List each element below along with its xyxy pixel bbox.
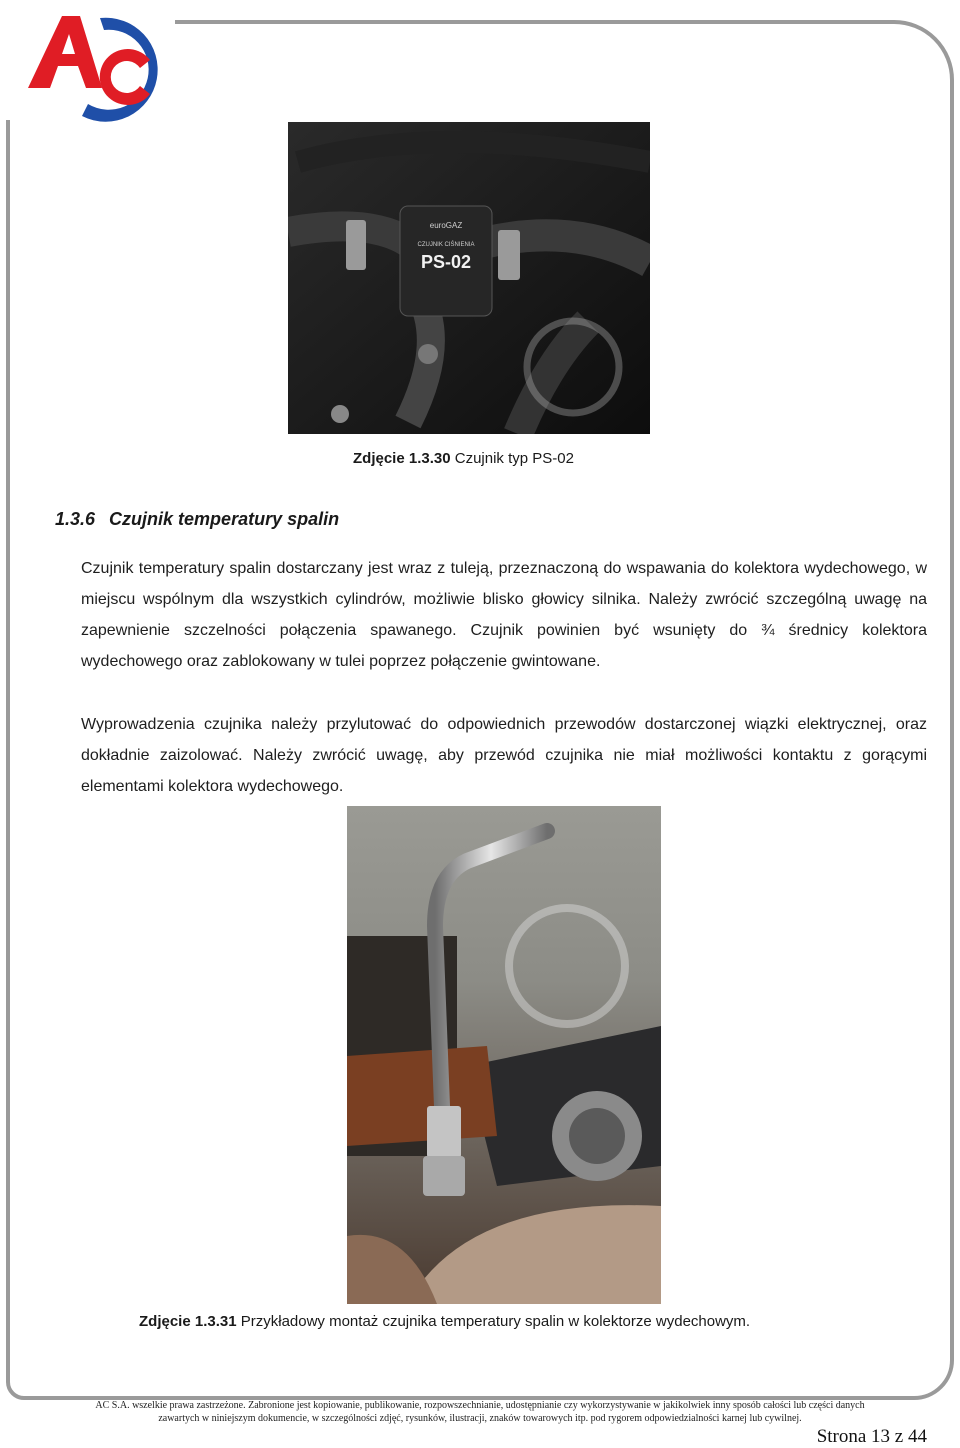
footer-legal — [0, 1399, 960, 1425]
figure2-caption — [139, 1313, 750, 1330]
section-number: 1.3.6 — [55, 509, 96, 529]
figure1-label: Zdjęcie 1.3.30 — [353, 450, 451, 467]
photo-ps02-sensor — [288, 122, 650, 434]
figure2-label: Zdjęcie 1.3.31 — [139, 1313, 237, 1330]
ac-logo — [22, 4, 162, 122]
footer-legal-line2: zawartych w niniejszym dokumencie, w szczególności zdjęć, rysunków, ilustracji, znaków towarowych itp. pod rygorem odpowiedzialności karnej lub cywilnej. — [158, 1413, 802, 1424]
photo-exhaust-sensor — [347, 806, 661, 1304]
footer-legal-line1: AC S.A. wszelkie prawa zastrzeżone. Zabronione jest kopiowanie, publikowanie, rozpowszechnianie, udostępnianie czy wykorzystywanie w jakikolwiek inny sposób całości lub części danych — [95, 1400, 865, 1411]
device-title-label: CZUJNIK CIŚNIENIA — [417, 242, 475, 248]
section-title: Czujnik temperatury spalin — [109, 509, 340, 529]
device-model-label: PS-02 — [420, 252, 472, 272]
page-number: Strona 13 z 44 — [816, 1426, 927, 1447]
figure1-caption — [353, 450, 574, 467]
paragraph-1: Czujnik temperatury spalin dostarczany jest wraz z tuleją, przeznaczoną do wspawania do kolektora wydechowego, w miejscu wspólnym dla wszystkich cylindrów, możliwie blisko głowicy silnika. Należy zwrócić szczególną uwagę na zapewnienie szczelności połączenia spawanego. Czujnik powinien być wsunięty do ¾ średnicy kolektora wydechowego oraz zablokowany w tulei poprzez połączenie gwintowane. — [81, 560, 927, 670]
paragraph-2: Wyprowadzenia czujnika należy przylutować do odpowiednich przewodów dostarczonej wiązki elektrycznej, oraz dokładnie zaizolować. Należy zwrócić uwagę, aby przewód czujnika nie miał możliwości kontaktu z gorącymi elementami kolektora wydechowego. — [81, 716, 927, 795]
figure1-caption-text: Czujnik typ PS-02 — [454, 450, 574, 467]
figure2-caption-text: Przykładowy montaż czujnika temperatury spalin w kolektorze wydechowym. — [240, 1313, 751, 1330]
section-heading — [55, 509, 339, 530]
device-brand-label: euroGAZ — [429, 221, 463, 230]
